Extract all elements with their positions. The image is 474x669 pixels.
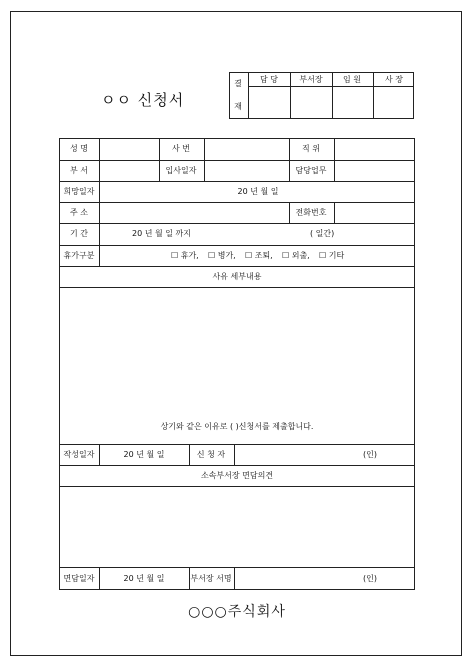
table-rule <box>59 567 415 568</box>
applicant-seal[interactable]: (인) <box>363 450 377 459</box>
reason-section-header: 사유 세부내용 <box>212 272 262 281</box>
table-rule <box>59 465 415 466</box>
approval-col-staff: 담 당 <box>260 75 278 84</box>
period-days-field[interactable]: ( 일간) <box>310 229 335 238</box>
table-rule <box>289 202 290 223</box>
written-date-field[interactable]: 20 년 월 일 <box>123 450 165 459</box>
table-rule <box>59 245 415 246</box>
reason-textarea[interactable] <box>60 288 414 414</box>
manager-seal[interactable]: (인) <box>363 574 377 583</box>
label-name: 성 명 <box>70 144 88 153</box>
approval-col-dept-head: 부서장 <box>299 75 323 84</box>
employee-number-field[interactable] <box>205 139 288 159</box>
table-rule <box>99 444 100 465</box>
table-rule <box>332 72 333 119</box>
table-rule <box>159 138 160 181</box>
table-rule <box>59 181 415 182</box>
phone-field[interactable] <box>335 203 413 222</box>
label-applicant: 신 청 자 <box>196 450 226 459</box>
name-field[interactable] <box>100 139 158 159</box>
label-hire-date: 입사일자 <box>165 166 197 175</box>
label-leave-type: 휴가구분 <box>63 251 95 260</box>
label-written-date: 작성일자 <box>63 450 95 459</box>
table-rule <box>59 444 415 445</box>
document-title: ㅇㅇ 신청서 <box>101 91 185 109</box>
table-rule <box>289 138 290 181</box>
table-rule <box>248 86 414 87</box>
manager-opinion-textarea[interactable] <box>60 487 414 566</box>
table-rule <box>290 72 291 119</box>
leave-type-sick-checkbox[interactable]: ☐ 병가, <box>208 251 236 260</box>
table-rule <box>248 72 249 119</box>
position-field[interactable] <box>335 139 413 159</box>
duty-field[interactable] <box>335 161 413 180</box>
label-period: 기 간 <box>70 229 88 238</box>
table-rule <box>59 266 415 267</box>
table-rule <box>234 444 235 465</box>
hire-date-field[interactable] <box>205 161 288 180</box>
label-position: 직 위 <box>302 144 320 153</box>
label-department: 부 서 <box>70 166 88 175</box>
approval-side-label: 결 <box>234 79 242 88</box>
approval-col-executive: 임 원 <box>343 75 361 84</box>
leave-type-vacation-checkbox[interactable]: ☐ 휴가, <box>171 251 199 260</box>
desired-date-field[interactable]: 20 년 월 일 <box>237 187 279 196</box>
leave-type-early-leave-checkbox[interactable]: ☐ 조퇴, <box>245 251 273 260</box>
statement-text: 상기와 같은 이유로 ( )신청서를 제출합니다. <box>160 422 314 431</box>
table-rule <box>99 567 100 590</box>
table-rule <box>373 72 374 119</box>
approval-col-president: 사 장 <box>385 75 403 84</box>
interview-date-field[interactable]: 20 년 월 일 <box>123 574 165 583</box>
label-duty: 담당업무 <box>295 166 327 175</box>
leave-type-outing-checkbox[interactable]: ☐ 외출, <box>282 251 310 260</box>
period-field[interactable]: 20 년 월 일 까지 <box>132 229 191 238</box>
label-employee-number: 사 번 <box>172 144 190 153</box>
table-rule <box>59 223 415 224</box>
label-phone: 전화번호 <box>295 208 327 217</box>
leave-type-other-checkbox[interactable]: ☐ 기타 <box>319 251 345 260</box>
label-address: 주 소 <box>70 208 88 217</box>
label-manager-signature: 부서장 서명 <box>190 574 232 583</box>
department-field[interactable] <box>100 161 158 180</box>
address-field[interactable] <box>100 203 288 222</box>
label-desired-date: 희망일자 <box>63 187 95 196</box>
company-name: ○○○주식회사 <box>188 604 286 620</box>
label-interview-date: 면담일자 <box>63 574 95 583</box>
table-rule <box>234 567 235 590</box>
table-rule <box>189 444 190 465</box>
approval-side-label: 재 <box>234 102 242 111</box>
manager-opinion-header: 소속부서장 면담의견 <box>200 471 274 480</box>
